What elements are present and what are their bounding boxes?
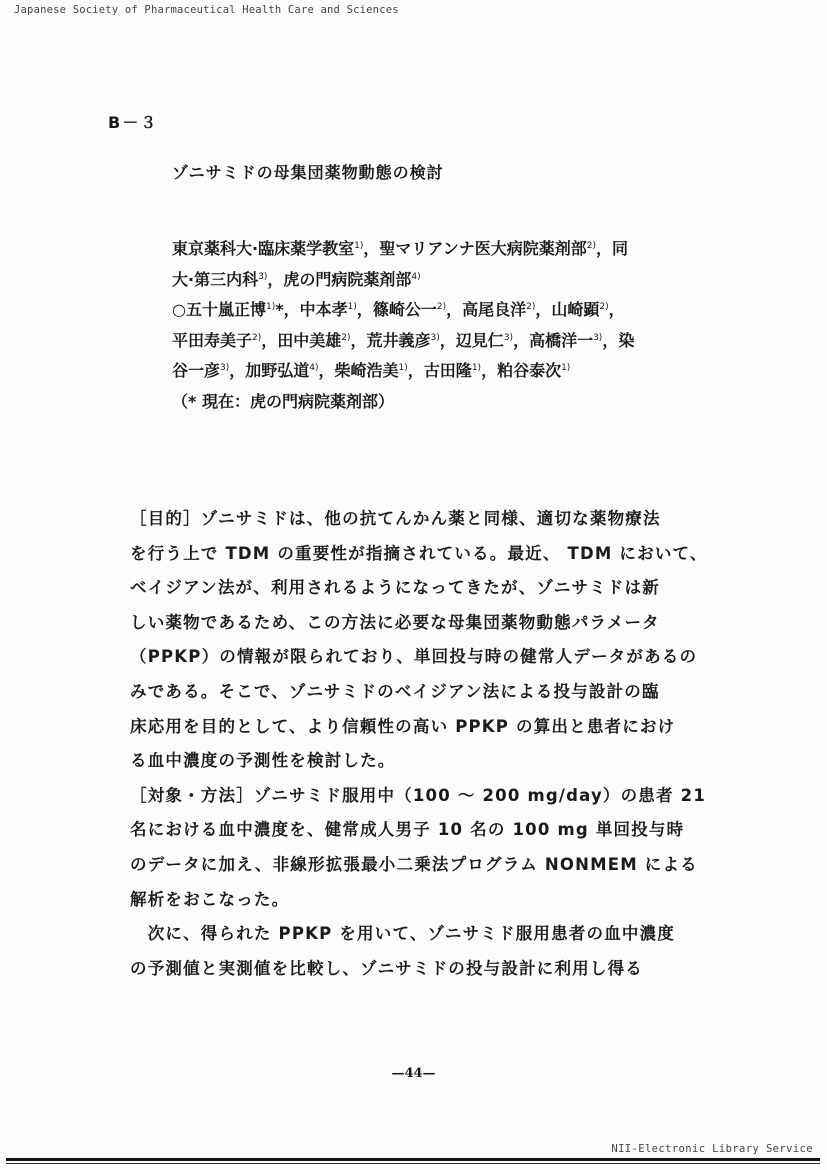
name-segment: ，同 (595, 239, 628, 258)
abstract-title: ゾニサミドの母集団薬物動態の検討 (172, 163, 444, 182)
body-line: （PPKP）の情報が限られており、単回投与時の健常人データがあるの (130, 647, 698, 667)
affiliation-line (172, 265, 732, 296)
name-segment: *，中本孝 (275, 300, 348, 319)
name-segment: ，粕谷泰次 (481, 361, 562, 380)
name-segment: ，辺見仁 (439, 330, 504, 350)
journal-header: Japanese Society of Pharmaceutical Health Care and Sciences (14, 4, 399, 16)
affiliation-marker: 1) (561, 363, 571, 373)
name-segment: ，高橋洋一 (513, 330, 594, 350)
body-line: ベイジアン法が、利用されるようになってきたが、ゾニサミドは新 (130, 578, 661, 598)
body-line: 解析をおこなった。 (130, 889, 290, 909)
affiliation-marker: 3) (503, 332, 514, 343)
author-line (172, 326, 732, 357)
affiliation-marker: 2) (526, 302, 536, 312)
name-segment: ，田中美雄 (261, 330, 342, 350)
affiliation-marker: 3) (258, 271, 268, 282)
body-line: ［目的］ゾニサミドは、他の抗てんかん薬と同様、適切な薬物療法 (130, 509, 661, 528)
name-segment: ，篠崎公一 (356, 300, 437, 319)
body-line: 床応用を目的として、より信頼性の高い PPKP の算出と患者におけ (130, 716, 676, 736)
author-block (172, 234, 732, 417)
library-footer: NII-Electronic Library Service (611, 1143, 813, 1155)
page-number: —44— (391, 1066, 436, 1081)
name-segment: ，虎の門病院薬剤部 (267, 269, 412, 289)
affiliation-marker: 2) (436, 302, 447, 312)
name-segment: ，山崎顕 (535, 300, 600, 319)
name-segment: ， (608, 300, 625, 319)
body-line: みである。そこで、ゾニサミドのベイジアン法による投与設計の臨 (130, 681, 660, 701)
affiliation-marker: 2) (341, 332, 351, 343)
affiliation-marker: 4) (309, 363, 319, 373)
name-segment: ，高尾良洋 (446, 300, 527, 319)
affiliation-marker: 1) (265, 302, 276, 312)
name-segment: ，荒井義彦 (350, 330, 431, 350)
name-segment: ，柴崎浩美 (318, 361, 399, 380)
affiliation-marker: 4) (411, 271, 421, 282)
body-line: を行う上で TDM の重要性が指摘されている。最近、 TDM において、 (130, 543, 708, 563)
affiliation-line (172, 234, 732, 265)
abstract-code: B－３ (108, 113, 159, 132)
body-line: ［対象・方法］ゾニサミド服用中（100 ～ 200 mg/day）の患者 21 (130, 785, 707, 805)
affiliation-marker: 1) (398, 363, 408, 373)
affiliation-marker: 1) (347, 302, 357, 312)
name-segment: ，加野弘道 (229, 361, 310, 380)
name-segment: ，古田隆 (407, 361, 472, 380)
name-segment: 平田寿美子 (172, 330, 253, 350)
affiliation-marker: 1) (354, 241, 364, 251)
affiliation-marker: 2) (586, 241, 596, 251)
body-line: る血中濃度の予測性を検討した。 (130, 751, 396, 771)
footer-rule-thin (6, 1163, 820, 1164)
affiliation-marker: 3) (593, 332, 603, 343)
name-segment: 谷一彦 (172, 361, 221, 380)
body-line: の予測値と実測値を比較し、ゾニサミドの投与設計に利用し得る (130, 958, 643, 978)
affiliation-marker: 1) (471, 363, 482, 373)
affiliation-marker: 3) (220, 363, 230, 373)
footer-rule (6, 1158, 820, 1161)
name-segment: 東京薬科大·臨床薬学教室 (172, 239, 355, 258)
affiliation-marker: 2) (252, 332, 262, 343)
affiliation-marker: 3) (430, 332, 440, 343)
name-segment: 大·第三内科 (172, 269, 259, 289)
affiliation-marker: 2) (599, 302, 609, 312)
name-segment: ，聖マリアンナ医大病院薬剤部 (363, 239, 587, 258)
body-line: しい薬物であるため、この方法に必要な母集団薬物動態パラメータ (130, 612, 660, 632)
author-line (172, 295, 732, 326)
affiliation-note: （* 現在：虎の門病院薬剤部） (172, 391, 394, 411)
body-line: 次に、得られた PPKP を用いて、ゾニサミド服用患者の血中濃度 (130, 924, 675, 944)
body-line: のデータに加え、非線形拡張最小二乗法プログラム NONMEM による (130, 854, 698, 874)
body-line: 名における血中濃度を、健常成人男子 10 名の 100 mg 単回投与時 (130, 820, 685, 840)
name-segment: ○五十嵐正博 (172, 300, 266, 319)
abstract-body (130, 502, 740, 986)
author-line (172, 356, 732, 387)
name-segment: ，染 (602, 330, 635, 350)
